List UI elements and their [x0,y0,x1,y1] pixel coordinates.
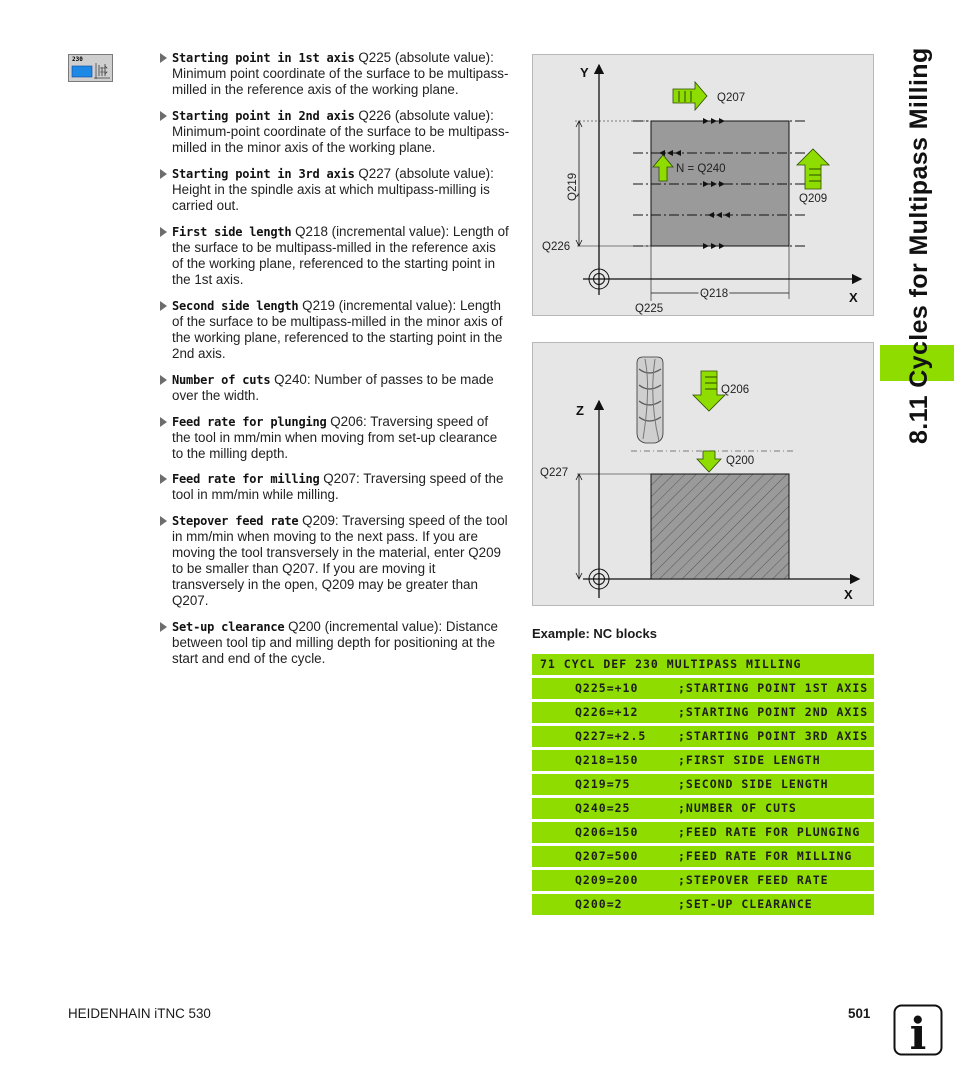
param-q218 [158,224,510,288]
nc-code: Q227=+2.5 [575,729,647,743]
section-title [896,46,938,446]
label-q227: Q227 [540,467,569,479]
param-description: Q206: Traversing speed of the tool in mm/min when moving from set-up clearance to the milling depth. [172,414,498,461]
param-description: Q226 (absolute value): Minimum-point coordinate of the surface to be multipass-milled in the minor axis of the working plane. [172,108,510,155]
label-q226: Q226 [542,241,571,253]
nc-comment: ;SET-UP CLEARANCE [678,897,813,911]
cycle-230-softkey-icon [68,54,113,82]
nc-row [532,846,874,867]
label-q206: Q206 [721,384,750,396]
nc-row [532,678,874,699]
info-icon-letter: i [909,1009,927,1056]
param-q225 [158,50,510,98]
nc-cycle-def: 71 CYCL DEF 230 MULTIPASS MILLING [540,657,802,671]
param-name: Starting point in 3rd axis [172,167,355,181]
label-q225: Q225 [635,303,664,315]
bullet-arrow-icon [160,53,167,63]
param-name: Stepover feed rate [172,514,299,528]
bullet-arrow-icon [160,375,167,385]
x-axis-label: X [844,587,853,602]
nc-comment: ;STARTING POINT 3RD AXIS [678,729,869,743]
nc-row [532,798,874,819]
nc-code: Q209=200 [575,873,639,887]
nc-comment: ;SECOND SIDE LENGTH [678,777,829,791]
nc-comment: ;FEED RATE FOR PLUNGING [678,825,861,839]
figure-xz-plane [532,342,874,606]
nc-comment: ;NUMBER OF CUTS [678,801,797,815]
bullet-arrow-icon [160,111,167,121]
param-q219 [158,298,510,362]
param-q226 [158,108,510,156]
bullet-arrow-icon [160,417,167,427]
nc-row [532,774,874,795]
bullet-arrow-icon [160,516,167,526]
param-name: Starting point in 2nd axis [172,109,355,123]
label-q209: Q209 [799,193,828,205]
z-axis-label: Z [576,403,584,418]
feed-arrow-q209-icon [797,149,829,189]
nc-row [532,870,874,891]
bullet-arrow-icon [160,301,167,311]
bullet-arrow-icon [160,169,167,179]
nc-row [532,822,874,843]
nc-row [532,726,874,747]
param-description: Q227 (absolute value): Height in the spindle axis at which multipass-milling is carried out. [172,166,494,213]
bullet-arrow-icon [160,474,167,484]
param-q227 [158,166,510,214]
cycle-number-label: 230 [72,56,83,63]
param-description: Q200 (incremental value): Distance between tool tip and milling depth for positioning at the start and end of the cycle. [172,619,499,666]
figure-xy-plane [532,54,874,316]
section-title-text: 8.11 Cycles for Multipass Milling [905,47,933,444]
param-name: Starting point in 1st axis [172,51,355,65]
param-name: Second side length [172,299,299,313]
footer-manual-title: HEIDENHAIN iTNC 530 [68,1006,211,1021]
nc-program-block [532,654,874,918]
nc-row [532,750,874,771]
nc-comment: ;FIRST SIDE LENGTH [678,753,821,767]
label-q218: Q218 [700,288,729,300]
nc-code: Q225=+10 [575,681,639,695]
bullet-arrow-icon [160,227,167,237]
y-axis-label: Y [580,65,589,80]
param-description: Q219 (incremental value): Length of the surface to be multipass-milled in the minor axis of the working plane, referenced to the starting point in the 2nd axis. [172,298,503,361]
nc-comment: ;FEED RATE FOR MILLING [678,849,853,863]
clearance-arrow-q200-icon [697,451,721,472]
param-name: Set-up clearance [172,620,285,634]
nc-code: Q218=150 [575,753,639,767]
nc-code: Q207=500 [575,849,639,863]
end-mill-tool-icon [637,357,663,443]
example-title: Example: NC blocks [532,626,657,641]
param-description: Q240: Number of passes to be made over the width. [172,372,494,403]
param-name: Number of cuts [172,373,271,387]
label-number-of-cuts: N = Q240 [676,163,726,175]
label-q200: Q200 [726,455,755,467]
nc-comment: ;STARTING POINT 1ST AXIS [678,681,869,695]
param-q206 [158,414,510,462]
x-axis-label: X [849,290,858,305]
label-q219: Q219 [567,172,579,201]
nc-row [532,702,874,723]
parameter-list [158,50,510,667]
param-name: Feed rate for plunging [172,415,327,429]
param-q200 [158,619,510,667]
nc-code: Q226=+12 [575,705,639,719]
nc-row-header [532,654,874,675]
param-description: Q218 (incremental value): Length of the surface to be multipass-milled in the reference axis of the working plane, referenced to the starting point in the 1st axis. [172,224,509,287]
param-description: Q207: Traversing speed of the tool in mm/min while milling. [172,471,504,502]
param-name: First side length [172,225,292,239]
param-description: Q209: Traversing speed of the tool in mm/min when moving to the next pass. If you are moving the tool transversely in the material, enter Q209 to be smaller than Q207. If you are moving it transversely in the open, Q209 may be greater than Q207. [172,513,508,608]
param-q207 [158,471,510,503]
nc-comment: ;STARTING POINT 2ND AXIS [678,705,869,719]
nc-code: Q219=75 [575,777,631,791]
bullet-arrow-icon [160,622,167,632]
workpiece-section [651,474,789,579]
page-number: 501 [848,1006,871,1021]
nc-comment: ;STEPOVER FEED RATE [678,873,829,887]
nc-row [532,894,874,915]
param-description: Q225 (absolute value): Minimum point coordinate of the surface to be multipass-milled in the reference axis of the working plane. [172,50,509,97]
nc-code: Q206=150 [575,825,639,839]
param-q240 [158,372,510,404]
nc-code: Q240=25 [575,801,631,815]
param-name: Feed rate for milling [172,472,320,486]
param-q209 [158,513,510,609]
feed-arrow-q207-icon [673,82,707,110]
info-icon [893,1004,943,1056]
nc-code: Q200=2 [575,897,623,911]
label-q207: Q207 [717,92,746,104]
